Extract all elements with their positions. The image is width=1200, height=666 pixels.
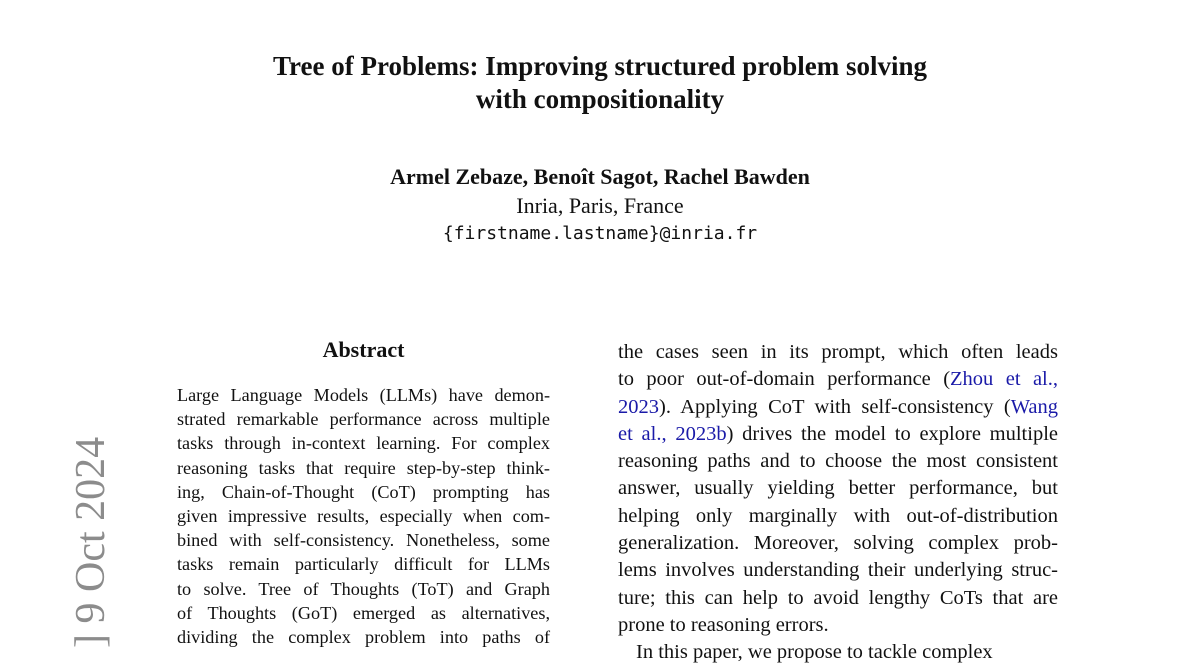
intro-line: prone to reasoning errors. [618, 613, 829, 636]
abstract-line: reasoning tasks that require step-by-step think- [177, 457, 550, 478]
author-email: {firstname.lastname}@inria.fr [442, 223, 758, 244]
citation-link-wang[interactable]: Wang [1010, 395, 1058, 418]
abstract-line: to solve. Tree of Thoughts (ToT) and Graph [177, 578, 550, 599]
intro-text: ) drives the model to explore multiple [726, 422, 1058, 445]
citation-link-wang-year[interactable]: et al., 2023b [618, 422, 727, 445]
next-paragraph-start: In this paper, we propose to tackle complex [636, 641, 993, 663]
author-list: Armel Zebaze, Benoît Sagot, Rachel Bawden [390, 164, 810, 189]
title-line-1: Tree of Problems: Improving structured problem solving [273, 51, 927, 81]
intro-line [618, 366, 1058, 393]
abstract-line: bined with self-consistency. Nonetheless, some [177, 530, 550, 551]
citation-link-zhou[interactable]: Zhou et al., [950, 368, 1058, 391]
citation-link-zhou-year[interactable]: 2023 [618, 395, 659, 418]
intro-line [618, 421, 1058, 448]
affiliation: Inria, Paris, France [516, 193, 684, 218]
abstract-line: tasks through in-context learning. For complex [177, 433, 550, 454]
intro-line: helping only marginally with out-of-distribution [618, 504, 1058, 527]
abstract-heading: Abstract [322, 337, 405, 362]
intro-line: lems involves understanding their underlying struc- [618, 559, 1058, 582]
abstract-line: given impressive results, especially when com- [177, 506, 550, 527]
intro-text: to poor out-of-domain performance ( [618, 368, 951, 391]
intro-line: ture; this can help to avoid lengthy CoTs that are [618, 586, 1058, 609]
intro-line: generalization. Moreover, solving complex prob- [618, 532, 1058, 555]
intro-text: ). Applying CoT with self-consistency ( [659, 395, 1011, 418]
intro-line: answer, usually yielding better performance, but [618, 477, 1058, 500]
arxiv-side-stamp: ] 9 Oct 2024 [68, 436, 114, 648]
abstract-line: of Thoughts (GoT) emerged as alternatives, [177, 602, 550, 623]
abstract-body [177, 383, 550, 649]
intro-line: reasoning paths and to choose the most consistent [618, 450, 1058, 473]
intro-line: the cases seen in its prompt, which often leads [618, 341, 1058, 363]
abstract-line: dividing the complex problem into paths of [177, 627, 550, 648]
abstract-line: strated remarkable performance across multiple [177, 409, 550, 430]
intro-column [618, 339, 1058, 639]
abstract-line: ing, Chain-of-Thought (CoT) prompting has [177, 481, 550, 502]
title-line-2: with compositionality [475, 84, 725, 114]
paper-title [0, 50, 1200, 116]
abstract-line: Large Language Models (LLMs) have demon- [177, 385, 550, 405]
abstract-line: tasks remain particularly difficult for LLMs [177, 554, 550, 575]
intro-line [618, 394, 1058, 421]
